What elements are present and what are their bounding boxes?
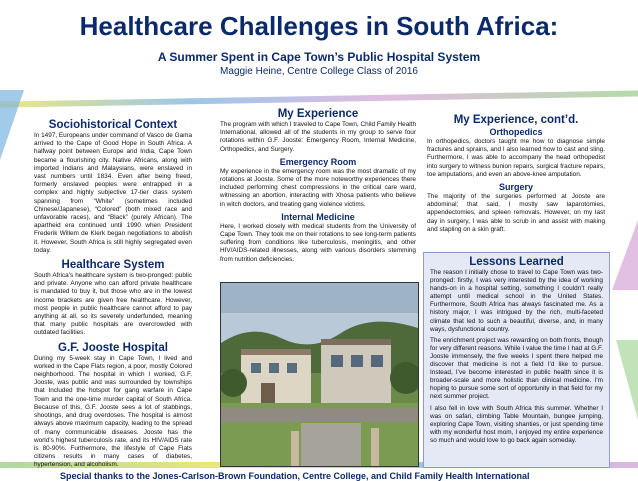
column-right <box>427 113 605 237</box>
heading-gf-jooste: G.F. Jooste Hospital <box>58 341 168 354</box>
text-lessons-p2: The enrichment project was rewarding on both fronts, though for very different reasons. While I value the time I had at G.F. Jooste immensely, the five weeks I spent there helped me discover that medicine is not a field I’d like to pursue. Instead, I’ve become interested in public health since it is broader-scale and more holistic than clinical medicine. I’m hoping to pursue some sort of opportunity in that field for my next summer project. <box>430 336 603 401</box>
column-middle <box>220 107 416 267</box>
lessons-learned-box <box>423 252 610 468</box>
decor-stripe-top <box>0 90 638 107</box>
heading-orthopedics: Orthopedics <box>489 127 543 137</box>
text-sociohistorical: In 1497, Europeans under command of Vasco de Gama arrived to the Cape of Good Hope in South Africa. A halfway point between Europe and India, Cape Town became a flourishing city. Native Africans, along with imported Indians and Malaysians, were enslaved in vast numbers until 1834. Even after being freed, formerly enslaved peoples were entrapped in a complex and highly subjective 17-tier class system spanning from “White” (sometimes included Chinese/Japanese), “Colored” (both mixed race and unfavorable races), and “Black” (purely African). The apartheid era continued until 1990 when President Frederik Willem de Klerk began negotiations to abolish it. However, South Africa is still highly segregated even today. <box>34 132 192 254</box>
text-gf-jooste: During my 5-week stay in Cape Town, I lived and worked in the Cape Flats region, a poor, mostly Colored neighborhood. The hospital in which I worked, G.F. Jooste, was public and was surrounded by townships that Included the hotspot for gang warfare in Cape Town and the one-time murder capital of South Africa. Because of this, G.F. Jooste sees a lot of stabbings, shootings, and drug overdoses. The hospital is almost always above maximum capacity, leading to the spread of many communicable diseases. Jooste has the world’s highest tuberculosis rate, and its HIV/AIDS rate is 80-90%. Furthermore, the lifestyle of Cape Flats citizens results in many cases of diabetes, hypertension, and alcoholism. <box>34 354 192 469</box>
decor-triangle-right-low <box>616 340 638 420</box>
poster-author: Maggie Heine, Centre College Class of 2016 <box>220 66 418 77</box>
heading-surgery: Surgery <box>498 182 533 193</box>
hospital-photo-illustration <box>221 283 418 466</box>
text-internal-medicine: Here, I worked closely with medical students from the University of Cape Town. They took me on their rotations to see long-term patients suffering from conditions like tuberculosis, meningitis, and other HIV/AIDS-related illnesses, along with various disorders stemming from nutrition deficiencies. <box>220 222 416 263</box>
text-emergency-room: My experience in the emergency room was the most dramatic of my rotations at Jooste. Some of the more noteworthy experiences there included performing chest compressions in the critical care ward, witnessing an abortion, interacting with Xhosa patients who believe in witch doctors, and treating gang violence victims. <box>220 167 416 208</box>
text-lessons-p1: The reason I initially chose to travel to Cape Town was two-pronged: firstly, I was very interested by the idea of working hands-on in a hospital setting, something I couldn’t really attempt until medical school in the United States. Furthermore, South Africa has always fascinated me. As a history major, I was intrigued by the rich, multi-faceted climate that led to such a beautiful, diverse, and, in many ways, dysfunctional country. <box>430 269 603 333</box>
heading-internal-medicine: Internal Medicine <box>281 211 355 222</box>
text-lessons-p3: I also fell in love with South Africa this summer. Whether I was on safari, climbing Table Mountain, bungee jumping, exploring Cape Town, visiting shanties, or just spending time with my wonderful host mom, I enjoyed my entire experience so much and would love to go back again someday. <box>430 404 603 444</box>
text-surgery: The majority of the surgeries performed at Jooste are abdominal; that said, I mostly saw laparotomies, appendectomies, and spleen removals. However, on my last day in surgery, I was able to scrub in and assist with making and stapling on a skin graft. <box>427 193 605 233</box>
poster-subtitle: A Summer Spent in Cape Town’s Public Hospital System <box>157 50 481 64</box>
column-left <box>34 118 192 473</box>
heading-emergency-room: Emergency Room <box>279 156 357 167</box>
poster-title: Healthcare Challenges in South Africa: <box>79 11 559 41</box>
hospital-photo <box>220 282 419 467</box>
heading-my-experience: My Experience <box>277 108 359 120</box>
text-my-experience: The program with which I traveled to Cape Town, Child Family Health International, allowed all of the students in my group to serve four rotations within G.F. Jooste: Emergency Room, Internal Medicine, Orthopedics, and Surgery. <box>220 121 416 153</box>
text-healthcare-system: South Africa’s healthcare system is two-pronged: public and private. Anyone who can afford private healthcare is mandated to buy it, but those who are in the lowest income brackets are given free healthcare. However, most people in public healthcare cannot afford to pay anything at all, so its severely underfunded, meaning that many public hospitals are overcrowded with outdated facilities. <box>34 272 192 337</box>
poster-footer: Special thanks to the Jones-Carlson-Brown Foundation, Centre College, and Child Family Health International <box>60 471 530 481</box>
decor-triangle-right <box>612 220 638 290</box>
heading-my-experience-contd: My Experience, cont’d. <box>453 114 579 126</box>
text-orthopedics: In orthopedics, doctors taught me how to diagnose simple fractures and sprains, and I also learned how to cast and sling. Furthermore, I was able to accompany the head orthopedist into surgery to witness bunion repairs, surgical fracture repairs, toe amputations, and even an above-knee amputation. <box>427 138 605 178</box>
heading-lessons-learned: Lessons Learned <box>469 256 564 268</box>
heading-sociohistorical: Sociohistorical Context <box>48 119 178 131</box>
decor-triangle-left <box>0 90 24 160</box>
heading-healthcare-system: Healthcare System <box>61 259 165 272</box>
